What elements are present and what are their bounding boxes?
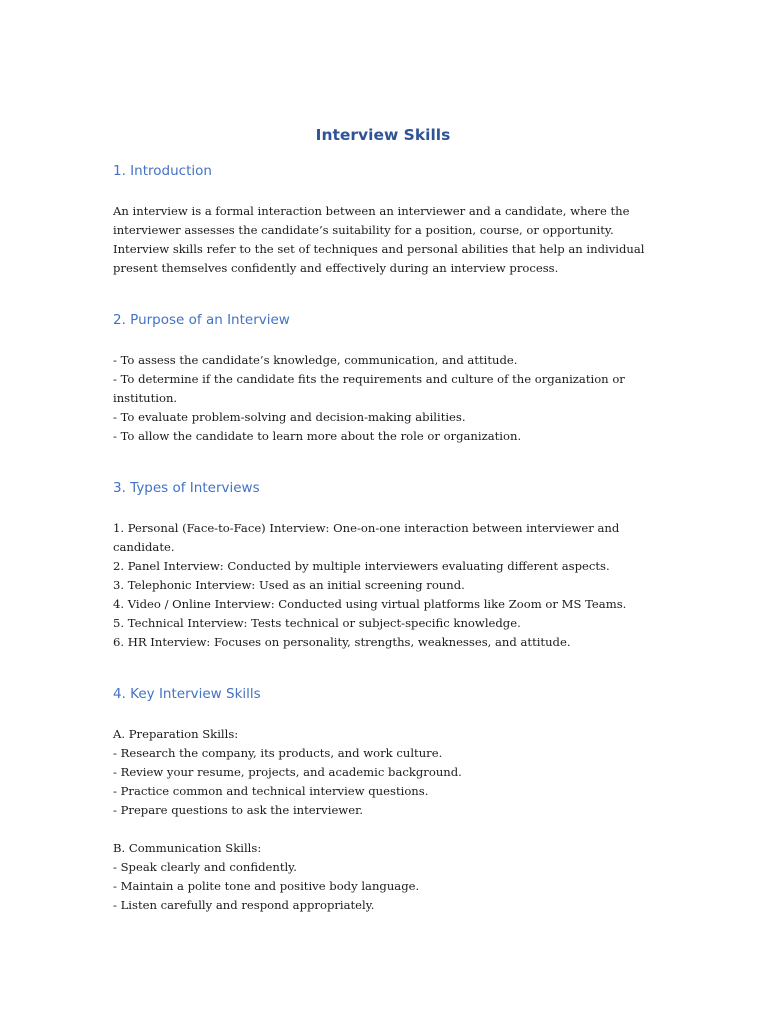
document-title: Interview Skills [315,126,451,144]
introduction-paragraph: An interview is a formal interaction between an interviewer and a candidate, where the interviewer assesses the candidate’s suitability for a position, course, or opportunity. Interview skills refer to the set of techniques and personal abilities that help an individual present themselves confidently and effectively during an interview process. [113,204,645,275]
section-heading-purpose: 2. Purpose of an Interview [113,312,290,328]
purpose-list [113,351,653,446]
list-item: - Practice common and technical interview questions. [113,784,429,798]
subsection-title: A. Preparation Skills: [113,727,239,741]
list-item: - Speak clearly and confidently. [113,860,297,874]
list-item: - Maintain a polite tone and positive body language. [113,879,420,893]
list-item: - To determine if the candidate fits the requirements and culture of the organization or institution. [113,372,625,405]
subsection-title: B. Communication Skills: [113,841,262,855]
list-item: - To assess the candidate’s knowledge, communication, and attitude. [113,353,518,367]
list-item: - Review your resume, projects, and academic background. [113,765,462,779]
list-item: 5. Technical Interview: Tests technical or subject-specific knowledge. [113,616,521,630]
list-item: - Listen carefully and respond appropriately. [113,898,375,912]
list-item: - To allow the candidate to learn more about the role or organization. [113,429,522,443]
document-page [113,124,653,915]
list-item: 2. Panel Interview: Conducted by multiple interviewers evaluating different aspects. [113,559,610,573]
list-item: - To evaluate problem-solving and decision-making abilities. [113,410,466,424]
section-heading-introduction: 1. Introduction [113,163,212,179]
preparation-skills-block [113,725,653,820]
list-item: 4. Video / Online Interview: Conducted using virtual platforms like Zoom or MS Teams. [113,597,627,611]
list-item: 1. Personal (Face-to-Face) Interview: One-on-one interaction between interviewer and candidate. [113,521,620,554]
section-heading-key-skills: 4. Key Interview Skills [113,686,261,702]
types-list [113,519,653,652]
list-item: 6. HR Interview: Focuses on personality, strengths, weaknesses, and attitude. [113,635,571,649]
list-item: - Research the company, its products, and work culture. [113,746,443,760]
list-item: 3. Telephonic Interview: Used as an initial screening round. [113,578,465,592]
section-heading-types: 3. Types of Interviews [113,480,260,496]
list-item: - Prepare questions to ask the interviewer. [113,803,364,817]
communication-skills-block [113,839,653,915]
